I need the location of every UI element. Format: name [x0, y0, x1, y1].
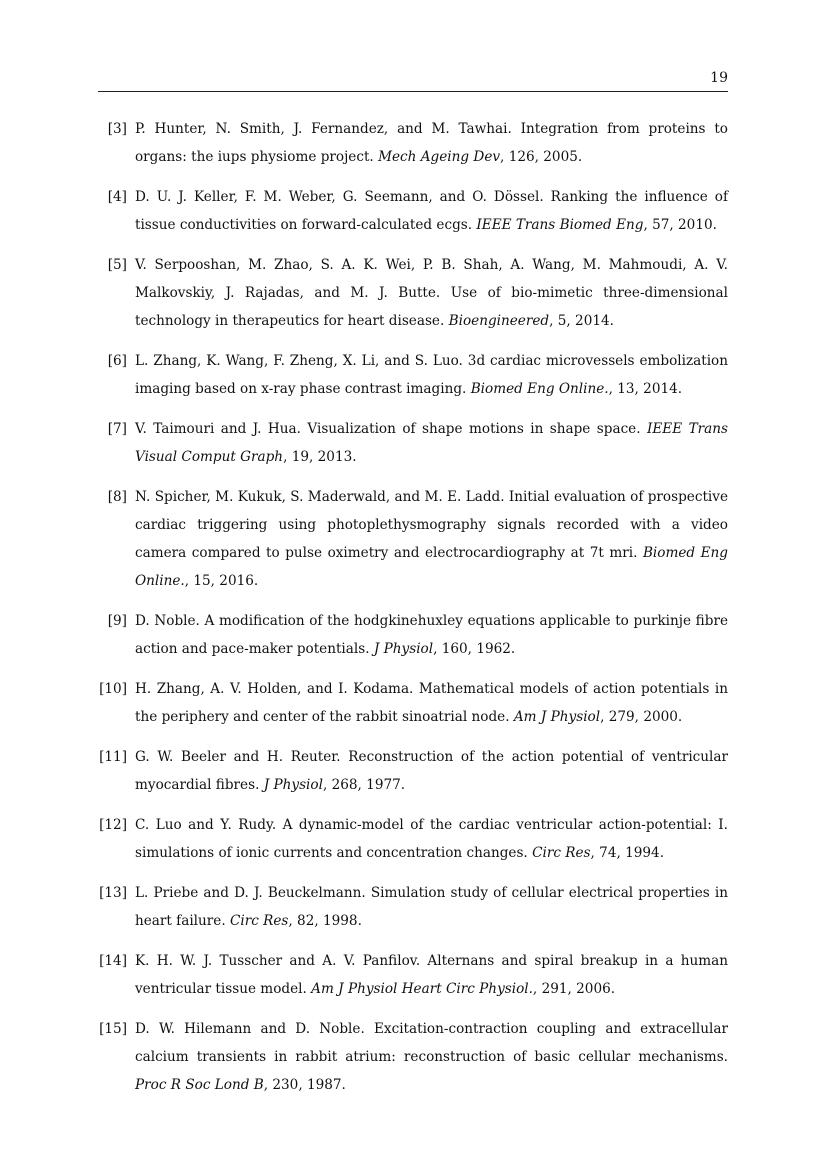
reference-tail: , 74, 1994. [590, 845, 665, 861]
reference-journal: Am J Physiol [513, 709, 601, 725]
reference-item [98, 879, 728, 935]
reference-text: N. Spicher, M. Kukuk, S. Maderwald, and M. E. Ladd. Initial evaluation of prospective cardiac triggering using photoplethysmography signals recorded with a video camera compared to pulse oximetry and electrocardiography at 7t mri. [135, 489, 728, 561]
reference-list [98, 115, 728, 1111]
reference-number: [13] [99, 885, 127, 901]
reference-number: [10] [99, 681, 127, 697]
reference-tail: , 160, 1962. [433, 641, 516, 657]
reference-journal: Circ Res [229, 913, 289, 929]
reference-number: [3] [107, 121, 127, 137]
reference-tail: , 230, 1987. [263, 1077, 346, 1093]
reference-number: [8] [107, 489, 127, 505]
reference-journal: Biomed Eng Online. [470, 381, 609, 397]
reference-number: [9] [107, 613, 127, 629]
reference-journal: J Physiol [263, 777, 323, 793]
reference-item [98, 347, 728, 403]
reference-text: C. Luo and Y. Rudy. A dynamic-model of the cardiac ventricular action-potential: I. simulations of ionic currents and concentration changes. [135, 817, 728, 861]
reference-tail: , 82, 1998. [288, 913, 362, 929]
reference-journal: Proc R Soc Lond B [135, 1077, 264, 1093]
reference-tail: , 15, 2016. [184, 573, 259, 589]
reference-tail: , 13, 2014. [608, 381, 683, 397]
reference-item [98, 1015, 728, 1099]
reference-text: G. W. Beeler and H. Reuter. Reconstruction of the action potential of ventricular myocardial fibres. [135, 749, 728, 793]
reference-journal: Bioengineered [448, 313, 550, 329]
reference-text: P. Hunter, N. Smith, J. Fernandez, and M. Tawhai. Integration from proteins to organs: the iups physiome project. [135, 121, 728, 165]
reference-journal: Circ Res [532, 845, 591, 861]
reference-tail: , 5, 2014. [549, 313, 614, 329]
reference-item [98, 483, 728, 595]
reference-text: K. H. W. J. Tusscher and A. V. Panfilov. Alternans and spiral breakup in a human ventricular tissue model. [135, 953, 728, 997]
reference-journal: IEEE Trans Visual Comput Graph [135, 421, 728, 465]
reference-tail: , 126, 2005. [500, 149, 583, 165]
reference-item [98, 415, 728, 471]
reference-item [98, 675, 728, 731]
reference-item [98, 115, 728, 171]
reference-number: [11] [99, 749, 127, 765]
reference-journal: Mech Ageing Dev [378, 149, 501, 165]
reference-number: [14] [99, 953, 127, 969]
reference-text: L. Zhang, K. Wang, F. Zheng, X. Li, and S. Luo. 3d cardiac microvessels embolization imaging based on x-ray phase contrast imaging. [135, 353, 728, 397]
header-rule [98, 91, 728, 92]
reference-item [98, 947, 728, 1003]
reference-journal: J Physiol [373, 641, 434, 657]
reference-number: [12] [99, 817, 127, 833]
reference-number: [15] [99, 1021, 127, 1037]
reference-item [98, 743, 728, 799]
reference-tail: , 291, 2006. [532, 981, 616, 997]
page-number: 19 [710, 70, 728, 86]
reference-journal: Biomed Eng Online. [135, 545, 729, 589]
reference-journal: IEEE Trans Biomed Eng [476, 217, 644, 233]
reference-text: D. W. Hilemann and D. Noble. Excitation-contraction coupling and extracellular calcium transients in rabbit atrium: reconstruction of basic cellular mechanisms. [135, 1021, 728, 1065]
reference-item [98, 811, 728, 867]
reference-number: [5] [107, 257, 127, 273]
reference-tail: , 268, 1977. [322, 777, 406, 793]
reference-tail: , 19, 2013. [283, 449, 357, 465]
reference-item [98, 607, 728, 663]
reference-text: L. Priebe and D. J. Beuckelmann. Simulation study of cellular electrical properties in heart failure. [135, 885, 728, 929]
reference-text: D. Noble. A modification of the hodgkinehuxley equations applicable to purkinje fibre action and pace-maker potentials. [135, 613, 728, 657]
reference-journal: Am J Physiol Heart Circ Physiol. [311, 981, 533, 997]
reference-number: [6] [107, 353, 127, 369]
reference-text: V. Serpooshan, M. Zhao, S. A. K. Wei, P. B. Shah, A. Wang, M. Mahmoudi, A. V. Malkovskiy, J. Rajadas, and M. J. Butte. Use of bio-mimetic three-dimensional technology in therapeutics for heart disease. [135, 257, 728, 329]
reference-text: H. Zhang, A. V. Holden, and I. Kodama. Mathematical models of action potentials in the periphery and center of the rabbit sinoatrial node. [135, 681, 728, 725]
reference-number: [4] [107, 189, 127, 205]
reference-text: D. U. J. Keller, F. M. Weber, G. Seemann, and O. Dössel. Ranking the influence of tissue conductivities on forward-calculated ecgs. [135, 189, 728, 233]
reference-item [98, 183, 728, 239]
reference-tail: , 279, 2000. [600, 709, 683, 725]
reference-item [98, 251, 728, 335]
reference-number: [7] [107, 421, 127, 437]
reference-text: V. Taimouri and J. Hua. Visualization of shape motions in shape space. [135, 421, 641, 437]
reference-tail: , 57, 2010. [643, 217, 717, 233]
